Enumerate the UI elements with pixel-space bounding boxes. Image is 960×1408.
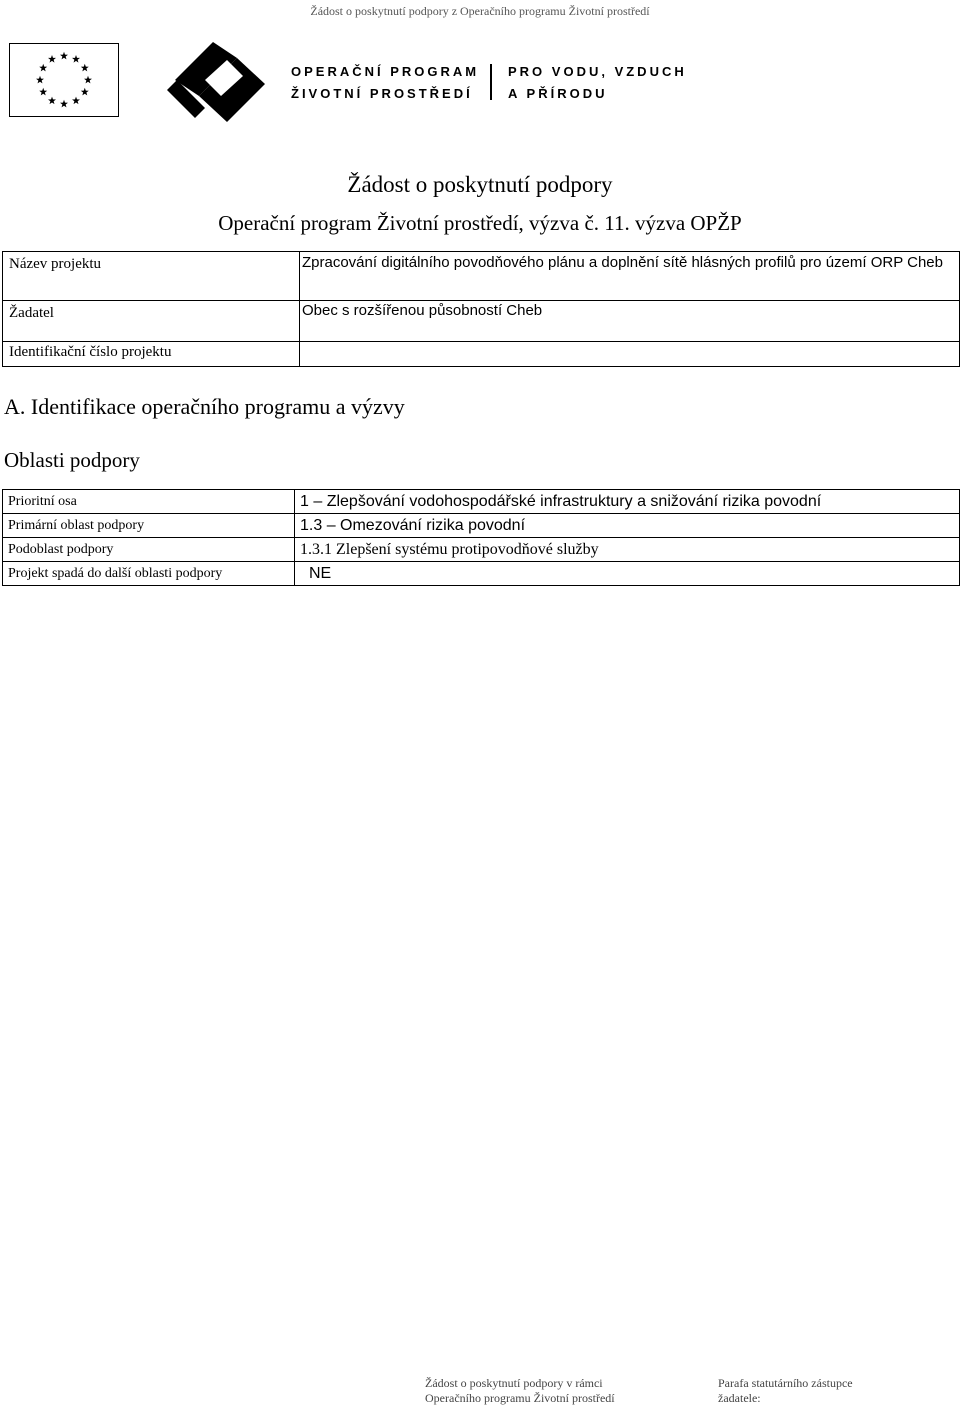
- document-title: Žádost o poskytnutí podpory: [347, 172, 613, 197]
- document-subtitle: Operační program Životní prostředí, výzva č. 11. výzva OPŽP: [218, 211, 742, 235]
- eu-star-icon: [81, 64, 89, 72]
- project-id-value: [300, 342, 960, 367]
- footer-document-note: Žádost o poskytnutí podpory v rámci Operačního programu Životní prostředí: [425, 1376, 615, 1405]
- primary-area-value: 1.3 – Omezování rizika povodní: [295, 514, 960, 538]
- priority-axis-label: Prioritní osa: [3, 490, 295, 514]
- eu-star-icon: [81, 88, 89, 96]
- support-areas-heading: Oblasti podpory: [4, 448, 140, 472]
- applicant-label: Žadatel: [3, 301, 300, 342]
- project-info-table: [2, 251, 960, 367]
- eu-star-icon: [48, 97, 56, 105]
- subarea-label: Podoblast podpory: [3, 538, 295, 562]
- eu-star-icon: [72, 55, 80, 63]
- eu-star-icon: [60, 100, 68, 108]
- table-row: [3, 301, 960, 342]
- running-header: Žádost o poskytnutí podpory z Operačního programu Životní prostředí: [310, 4, 650, 18]
- logo-program-name: OPERAČNÍ PROGRAM ŽIVOTNÍ PROSTŘEDÍ: [291, 64, 480, 101]
- eu-star-icon: [36, 76, 44, 84]
- table-row: [3, 490, 960, 514]
- logo-motto: PRO VODU, VZDUCH A PŘÍRODU: [508, 64, 687, 101]
- project-name-value: Zpracování digitálního povodňového plánu a doplnění sítě hlásných profilů pro území ORP Cheb: [300, 252, 960, 301]
- other-area-label: Projekt spadá do další oblasti podpory: [3, 562, 295, 586]
- subarea-value: 1.3.1 Zlepšení systému protipovodňové služby: [295, 538, 960, 562]
- support-areas-table: [2, 489, 960, 586]
- eu-star-icon: [72, 97, 80, 105]
- applicant-value: Obec s rozšířenou působností Cheb: [300, 301, 960, 342]
- other-area-value: NE: [295, 562, 960, 586]
- eu-flag-logo: [9, 43, 119, 117]
- footer-signature-note: Parafa statutárního zástupce žadatele:: [718, 1376, 853, 1405]
- logo-divider: [490, 64, 492, 100]
- eu-star-icon: [39, 88, 47, 96]
- table-row: [3, 252, 960, 301]
- priority-axis-value: 1 – Zlepšování vodohospodářské infrastruktury a snižování rizika povodní: [295, 490, 960, 514]
- eu-star-icon: [39, 64, 47, 72]
- section-a-heading: A. Identifikace operačního programu a výzvy: [4, 394, 405, 419]
- eu-star-icon: [84, 76, 92, 84]
- table-row: [3, 342, 960, 367]
- eu-star-icon: [48, 55, 56, 63]
- table-row: [3, 562, 960, 586]
- table-row: [3, 538, 960, 562]
- project-name-label: Název projektu: [3, 252, 300, 301]
- primary-area-label: Primární oblast podpory: [3, 514, 295, 538]
- project-id-label: Identifikační číslo projektu: [3, 342, 300, 367]
- table-row: [3, 514, 960, 538]
- eu-star-icon: [60, 52, 68, 60]
- opzp-logo-icon: [165, 38, 275, 126]
